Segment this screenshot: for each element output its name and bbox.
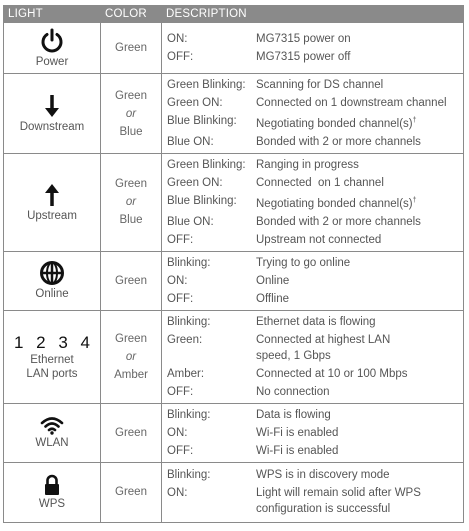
globe-icon — [39, 260, 65, 286]
power-icon — [39, 28, 65, 54]
arrow-up-icon — [42, 182, 62, 208]
light-cell — [4, 403, 101, 462]
description-cell: ON: MG7315 power on OFF: MG7315 power off — [162, 23, 464, 74]
light-name: Online — [35, 288, 69, 301]
light-name-line-2: LAN ports — [26, 367, 78, 380]
color-cell: Green — [101, 462, 162, 522]
led-status-table — [3, 5, 464, 523]
light-cell — [4, 154, 101, 252]
table-row-wlan — [4, 403, 464, 462]
arrow-down-icon — [42, 93, 62, 119]
table-row-downstream — [4, 74, 464, 154]
table-row-power — [4, 23, 464, 74]
light-cell — [4, 74, 101, 154]
table-row-upstream — [4, 154, 464, 252]
header-color: COLOR — [101, 6, 162, 23]
table-row-wps — [4, 462, 464, 522]
color-cell: Green or Blue — [101, 154, 162, 252]
wifi-icon — [40, 415, 64, 435]
description-cell: Blinking: Ethernet data is flowing Green: Connected at highest LAN speed, 1 Gbps Amber: Connected at 10 or 100 Mbps OFF: No connection — [162, 310, 464, 403]
description-cell: Green Blinking: Ranging in progress Green ON: Connected on 1 channel Blue Blinking: Negotiating bonded channel(s)† Blue ON: Bonded with 2 or more channels OFF: Upstream not connected — [162, 154, 464, 252]
light-name: Power — [35, 55, 69, 68]
light-cell — [4, 251, 101, 310]
light-name: WPS — [38, 497, 66, 510]
color-cell: Green or Blue — [101, 74, 162, 154]
light-cell — [4, 23, 101, 74]
table-row-ethernet — [4, 310, 464, 403]
description-cell: Green Blinking: Scanning for DS channel Green ON: Connected on 1 downstream channel Blue Blinking: Negotiating bonded channel(s)† Blue ON: Bonded with 2 or more channels — [162, 74, 464, 154]
color-cell: Green — [101, 403, 162, 462]
light-name: Upstream — [27, 209, 77, 222]
color-cell: Green — [101, 251, 162, 310]
lan-port-numbers: 1 2 3 4 — [14, 332, 94, 352]
header-description: DESCRIPTION — [162, 6, 464, 23]
light-cell — [4, 310, 101, 403]
description-cell: Blinking: WPS is in discovery mode ON: Light will remain solid after WPS configuration is successful — [162, 462, 464, 522]
light-name: Downstream — [19, 121, 85, 133]
color-cell: Green or Amber — [101, 310, 162, 403]
description-cell: Blinking: Data is flowing ON: Wi-Fi is enabled OFF: Wi-Fi is enabled — [162, 403, 464, 462]
table-row-online — [4, 251, 464, 310]
color-cell: Green — [101, 23, 162, 74]
description-cell: Blinking: Trying to go online ON: Online OFF: Offline — [162, 251, 464, 310]
light-name-line-1: Ethernet — [30, 353, 74, 366]
light-cell — [4, 462, 101, 522]
header-light: LIGHT — [4, 6, 101, 23]
lock-icon — [43, 474, 61, 496]
light-name: WLAN — [35, 437, 69, 450]
table-header-row — [4, 6, 464, 23]
